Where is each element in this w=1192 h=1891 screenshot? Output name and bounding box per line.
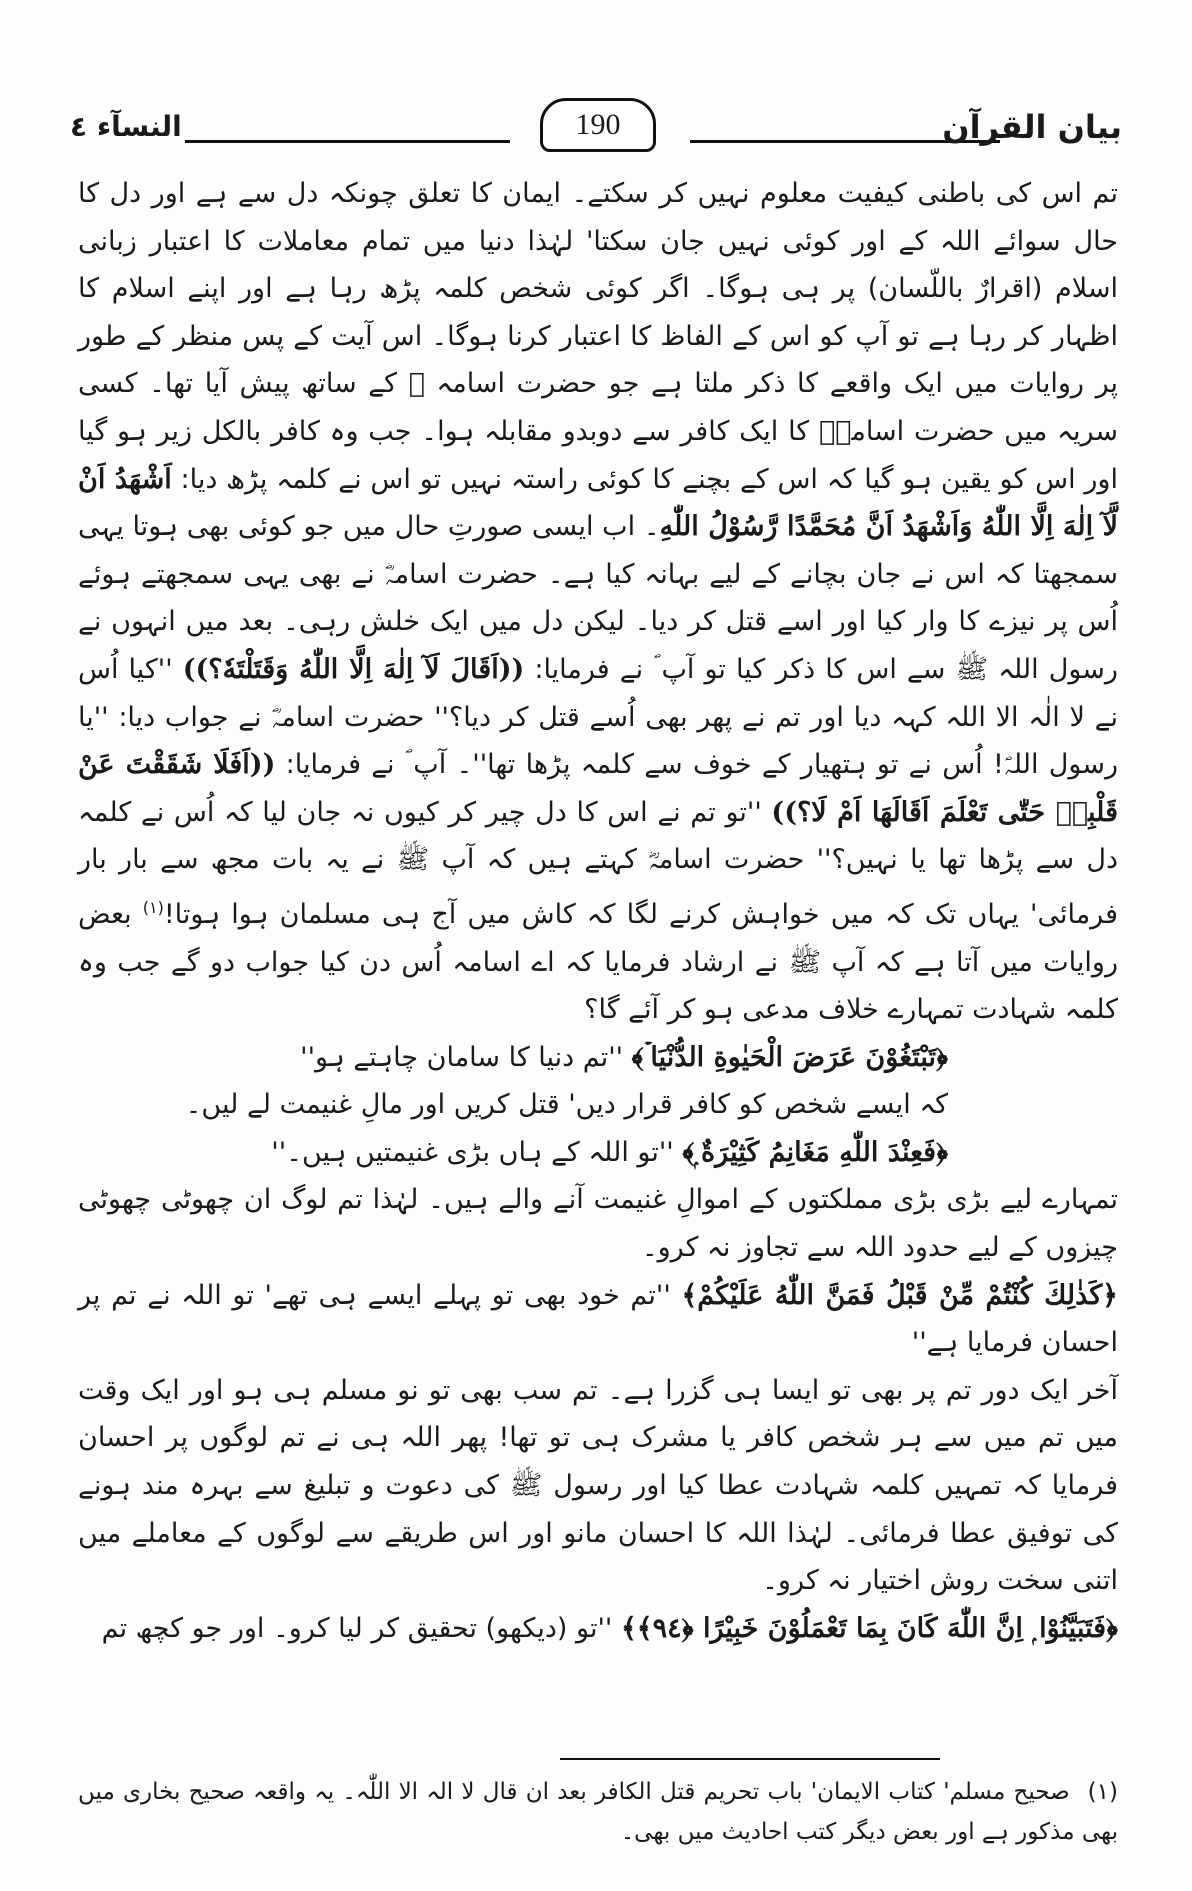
footnote-ref: (١) xyxy=(142,897,164,917)
main-text xyxy=(78,170,1118,1652)
page-header xyxy=(70,100,1122,160)
paragraph-3: آخر ایک دور تم پر بھی تو ایسا ہی گزرا ہے۔ تم سب بھی تو نو مسلم ہی ہو اور ایک وقت میں تم میں سے ہر شخص کافر یا مشرک ہی تو تھا! پھر اللہ ہی نے تم لوگوں پر احسان فرمایا کہ تمہیں کلمہ شہادت عطا کیا اور رسول ﷺ کی دعوت و تبلیغ سے بہرہ مند ہونے کی توفیق عطا فرمائی۔ لہٰذا اللہ کا احسان مانو اور اس طریقے سے لوگوں کے معاملے میں اتنی سخت روش اختیار نہ کرو۔ xyxy=(78,1374,1118,1597)
quran-quote-2: ﴿فَعِنْدَ اللّٰهِ مَغَانِمُ كَثِيْرَةٌ ۭ﴾ ''تو اللہ کے ہاں بڑی غنیمتیں ہیں۔'' xyxy=(271,1136,948,1168)
quran-quote-4: ﴿فَتَبَيَّنُوْا ۭ اِنَّ اللّٰهَ كَانَ بِمَا تَعْمَلُوْنَ خَبِيْرًا ﴿٩٤﴾﴾ ''تو (دیکھو) تحقیق کر لیا کرو۔ اور جو کچھ تم xyxy=(101,1612,1118,1644)
footnote-text: صحیح مسلم' کتاب الایمان' باب تحریم قتل الکافر بعد ان قال لا الہ الا اللّٰہ۔ یہ واقعہ صحیح بخاری میں بھی مذکور ہے اور بعض دیگر کتب احادیث میں بھی۔ xyxy=(78,1779,1118,1845)
book-title: بیان القرآن xyxy=(942,108,1122,146)
arabic-hadith-2: ((اَفَلَا شَقَقْتَ عَنْ قَلْبِهٖ حَتّٰى تَعْلَمَ اَقَالَهَا اَمْ لَا؟)) xyxy=(78,749,1118,828)
quran-quote-3: ﴿كَذٰلِكَ كُنْتُمْ مِّنْ قَبْلُ فَمَنَّ اللّٰهُ عَلَيْكُمْ﴾ ''تم خود بھی تو پہلے ایسے ہی تھے' تو اللہ نے تم پر احسان فرمایا ہے'' xyxy=(78,1279,1118,1359)
footnote-divider xyxy=(560,1758,940,1760)
arabic-hadith-1: ((اَقَالَ لَآ اِلٰهَ اِلَّا اللّٰهُ وَقَتَلْتَهٗ؟)) xyxy=(182,653,525,685)
quote-explanation: کہ ایسے شخص کو کافر قرار دیں' قتل کریں اور مالِ غنیمت لے لیں۔ xyxy=(185,1089,948,1121)
paragraph-2: تمہارے لیے بڑی بڑی مملکتوں کے اموالِ غنیمت آنے والے ہیں۔ لہٰذا تم لوگ ان چھوٹی چھوٹی چیزوں کے لیے حدود اللہ سے تجاوز نہ کرو۔ xyxy=(78,1184,1118,1264)
arabic-shahada: اَشْهَدُ اَنْ لَّآ اِلٰهَ اِلَّا اللّٰهُ وَاَشْهَدُ اَنَّ مُحَمَّدًا رَّسُوْلُ اللّٰهِ xyxy=(78,463,1118,543)
quran-quote-1: ﴿تَبْتَغُوْنَ عَرَضَ الْحَيٰوةِ الدُّنْيَا ۡ﴾ ''تم دنیا کا سامان چاہتے ہو'' xyxy=(300,1041,948,1073)
page-number: 190 xyxy=(540,98,656,152)
header-rule-left xyxy=(185,140,510,143)
surah-title: النسآء ٤ xyxy=(70,110,182,143)
footnote xyxy=(78,1772,1118,1852)
footnote-marker: (١) xyxy=(1087,1779,1118,1805)
paragraph-1: تم اس کی باطنی کیفیت معلوم نہیں کر سکتے۔ ایمان کا تعلق چونکہ دل سے ہے اور دل کا حال سوائے اللہ کے اور کوئی نہیں جان سکتا' لہٰذا دنیا میں تمام معاملات کا اعتبار زبانی اسلام (اقرارٌ باللّسان) پر ہی ہوگا۔ اگر کوئی شخص کلمہ پڑھ رہا ہے اور اپنے اسلام کا اظہار کر رہا ہے تو آپ کو اس کے الفاظ کا اعتبار کرنا ہوگا۔ اس آیت کے پس منظر کے طور پر روایات میں ایک واقعے کا ذکر ملتا ہے جو حضرت اسامہ ؓ کے ساتھ پیش آیا تھا۔ کسی سریہ میں حضرت اسامہؓ کا ایک کافر سے دوبدو مقابلہ ہوا۔ جب وہ کافر بالکل زیر ہو گیا اور اس کو یقین ہو گیا کہ اس کے بچنے کا کوئی راستہ نہیں تو اس نے کلمہ پڑھ دیا: اَشْهَدُ اَنْ لَّآ اِلٰهَ اِلَّا اللّٰهُ وَاَشْهَدُ اَنَّ مُحَمَّدًا رَّسُوْلُ اللّٰهِ۔ اب ایسی صورتِ حال میں جو کوئی بھی ہوتا یہی سمجھتا کہ اس نے جان بچانے کے لیے بہانہ کیا ہے۔ حضرت اسامہؓ نے بھی یہی سمجھتے ہوئے اُس پر نیزے کا وار کیا اور اسے قتل کر دیا۔ لیکن دل میں ایک خلش رہی۔ بعد میں انہوں نے رسول اللہ ﷺ سے اس کا ذکر کیا تو آپ ؐ نے فرمایا: ((اَقَالَ لَآ اِلٰهَ اِلَّا اللّٰهُ وَقَتَلْتَهٗ؟)) ''کیا اُس نے لا الٰہ الا اللہ کہہ دیا اور تم نے پھر بھی اُسے قتل کر دیا؟'' حضرت اسامہؓ نے جواب دیا: ''یا رسول اللہؐ! اُس نے تو ہتھیار کے خوف سے کلمہ پڑھا تھا''۔ آپ ؐ نے فرمایا: ((اَفَلَا شَقَقْتَ عَنْ قَلْبِهٖ حَتّٰى تَعْلَمَ اَقَالَهَا اَمْ لَا؟)) ''تو تم نے اس کا دل چیر کر کیوں نہ جان لیا کہ اُس نے کلمہ دل سے پڑھا تھا یا نہیں؟'' حضرت اسامہؓ کہتے ہیں کہ آپ ﷺ نے یہ بات مجھ سے بار بار فرمائی' یہاں تک کہ میں خواہش کرنے لگا کہ کاش میں آج ہی مسلمان ہوا ہوتا!$^{(١)}$ بعض روایات میں آتا ہے کہ آپ ﷺ نے ارشاد فرمایا کہ اے اسامہ اُس دن کیا جواب دو گے جب وہ کلمہ شہادت تمہارے خلاف مدعی ہو کر آئے گا؟ xyxy=(78,178,1118,1026)
